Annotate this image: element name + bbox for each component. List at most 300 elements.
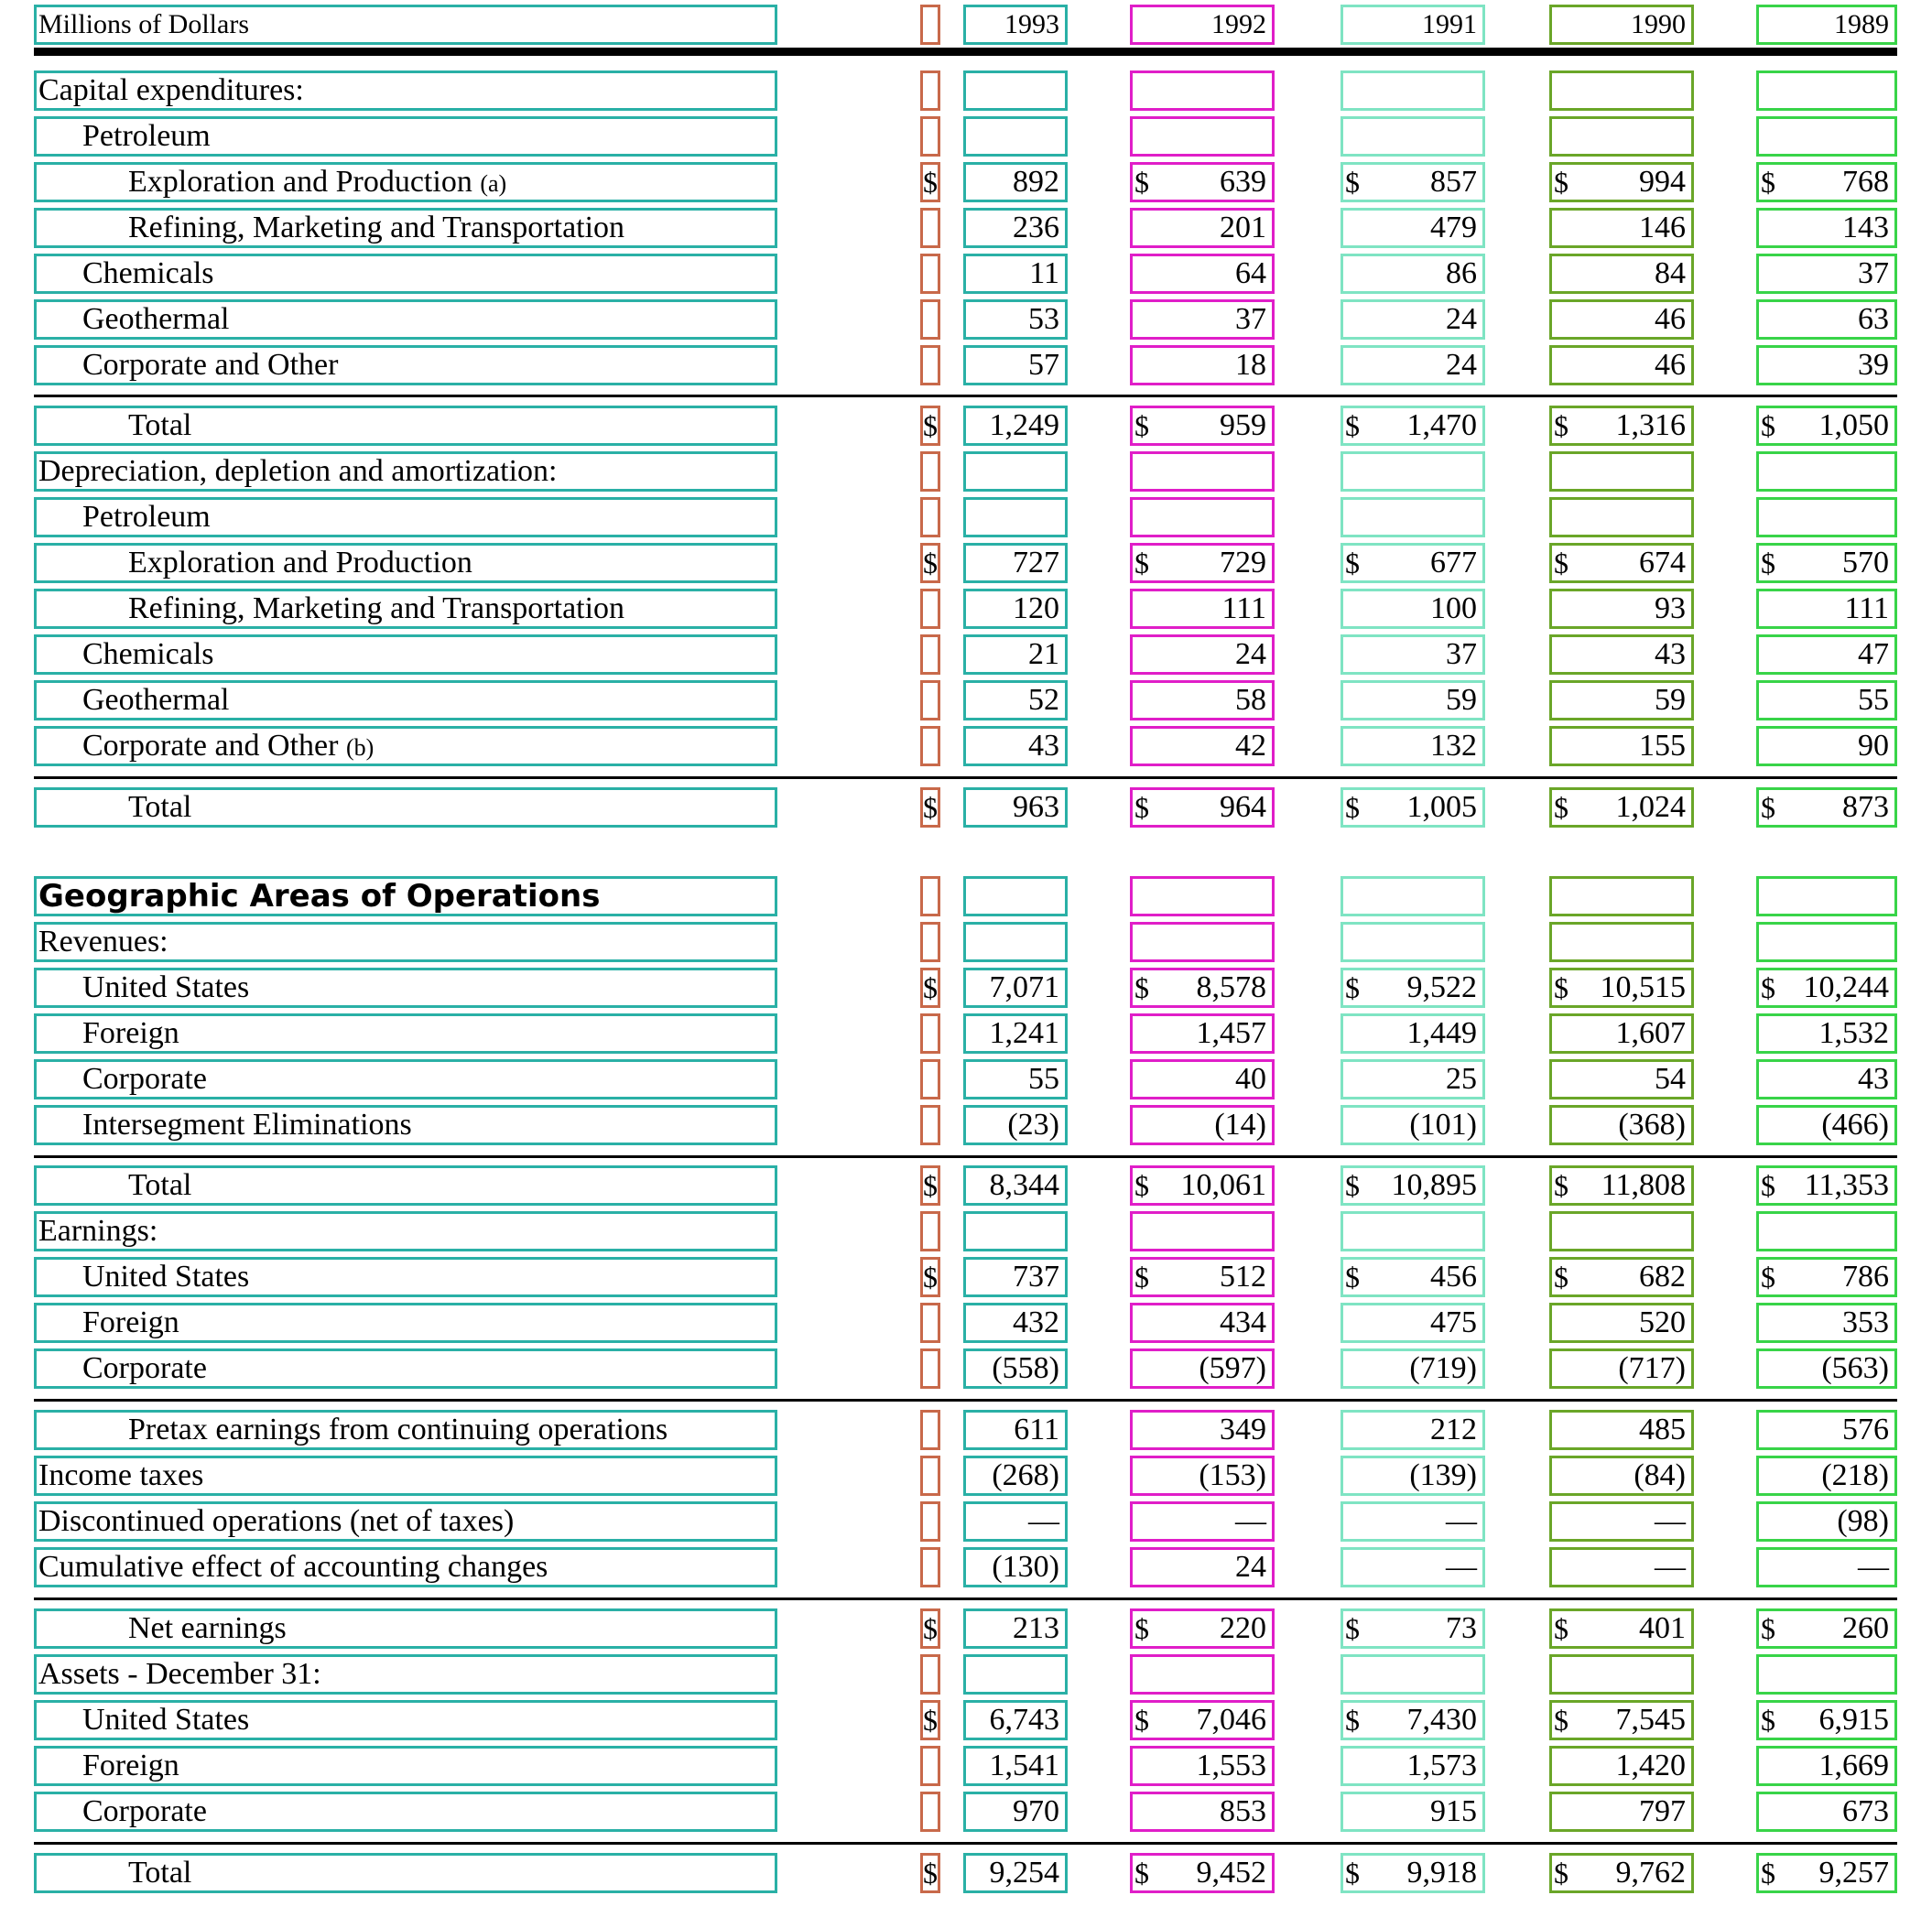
value-text: 46 xyxy=(1655,348,1686,382)
value-cell-1990 xyxy=(1549,726,1694,766)
value-cell-1990 xyxy=(1549,162,1694,202)
value-cell-1991 xyxy=(1340,1211,1485,1251)
value-cell-1993 xyxy=(963,1105,1068,1145)
table-row xyxy=(0,538,1932,588)
value-cell-1990 xyxy=(1549,497,1694,537)
dollar-sign: $ xyxy=(1345,1857,1360,1890)
value-text: 260 xyxy=(1842,1611,1889,1645)
value-cell-1992 xyxy=(1130,497,1275,537)
value-cell-1993 xyxy=(963,922,1068,962)
table-row xyxy=(0,917,1932,967)
value-cell-1990 xyxy=(1549,208,1694,248)
row-label xyxy=(34,1547,777,1587)
value-cell-1991 xyxy=(1340,589,1485,629)
value-cell-1989 xyxy=(1756,922,1897,962)
value-cell-1989 xyxy=(1756,1547,1897,1587)
row-label xyxy=(34,254,777,294)
currency-cell xyxy=(920,1853,940,1893)
currency-cell xyxy=(920,1059,940,1099)
currency-cell xyxy=(920,1547,940,1587)
value-cell-1992 xyxy=(1130,162,1275,202)
year-header-1992: 1992 xyxy=(1130,5,1275,45)
row-label xyxy=(34,1700,777,1740)
row-label-text: Foreign xyxy=(82,1749,179,1782)
value-cell-1991 xyxy=(1340,1608,1485,1649)
value-text: 512 xyxy=(1220,1260,1266,1294)
value-text: 853 xyxy=(1220,1794,1266,1828)
value-text: 576 xyxy=(1842,1413,1889,1446)
value-cell-1991 xyxy=(1340,1654,1485,1695)
value-text: 1,470 xyxy=(1406,408,1477,442)
value-cell-1989 xyxy=(1756,787,1897,828)
value-text: 63 xyxy=(1858,302,1889,336)
value-cell-1993 xyxy=(963,254,1068,294)
row-divider xyxy=(34,1842,1897,1845)
value-text: 797 xyxy=(1639,1794,1686,1828)
row-divider xyxy=(34,395,1897,397)
value-text: 639 xyxy=(1220,165,1266,199)
value-cell-1991 xyxy=(1340,1059,1485,1099)
row-label xyxy=(34,116,777,157)
value-text: 994 xyxy=(1639,165,1686,199)
value-text: 21 xyxy=(1028,637,1059,671)
value-cell-1989 xyxy=(1756,497,1897,537)
value-cell-1993 xyxy=(963,876,1068,916)
dollar-sign: $ xyxy=(1345,1169,1360,1202)
value-cell-1989 xyxy=(1756,345,1897,385)
value-cell-1989 xyxy=(1756,680,1897,720)
value-text: 959 xyxy=(1220,408,1266,442)
value-cell-1992 xyxy=(1130,543,1275,583)
currency-cell xyxy=(920,1303,940,1343)
value-text: 9,254 xyxy=(989,1856,1059,1890)
value-cell-1992 xyxy=(1130,1853,1275,1893)
dollar-sign: $ xyxy=(1345,791,1360,824)
header-row xyxy=(0,0,1932,49)
row-label xyxy=(34,634,777,675)
dollar-sign: $ xyxy=(1345,547,1360,579)
value-cell-1989 xyxy=(1756,1257,1897,1297)
table-row xyxy=(0,721,1932,771)
dollar-sign: $ xyxy=(1134,1857,1149,1890)
value-cell-1989 xyxy=(1756,1700,1897,1740)
value-text: 220 xyxy=(1220,1611,1266,1645)
value-text: 37 xyxy=(1235,302,1266,336)
value-cell-1990 xyxy=(1549,1654,1694,1695)
row-label xyxy=(34,680,777,720)
value-cell-1993 xyxy=(963,1059,1068,1099)
row-label-text: Petroleum xyxy=(82,119,211,153)
row-label xyxy=(34,1608,777,1649)
dollar-sign: $ xyxy=(923,1704,938,1737)
value-cell-1990 xyxy=(1549,1059,1694,1099)
value-cell-1990 xyxy=(1549,1746,1694,1786)
value-cell-1992 xyxy=(1130,787,1275,828)
dollar-sign: $ xyxy=(923,409,938,442)
value-cell-1989 xyxy=(1756,876,1897,916)
value-text: 55 xyxy=(1858,683,1889,717)
value-text: 915 xyxy=(1430,1794,1477,1828)
value-text: 10,515 xyxy=(1600,970,1686,1004)
value-cell-1993 xyxy=(963,1456,1068,1496)
value-text: 46 xyxy=(1655,302,1686,336)
row-label xyxy=(34,589,777,629)
currency-cell xyxy=(920,208,940,248)
value-text: 674 xyxy=(1639,546,1686,579)
value-text: 52 xyxy=(1028,683,1059,717)
dollar-sign: $ xyxy=(1761,1169,1775,1202)
value-text: 892 xyxy=(1013,165,1059,199)
currency-cell xyxy=(920,406,940,446)
footnote-marker: (a) xyxy=(480,170,507,197)
value-cell-1989 xyxy=(1756,254,1897,294)
value-cell-1991 xyxy=(1340,451,1485,492)
value-cell-1993 xyxy=(963,1257,1068,1297)
value-cell-1989 xyxy=(1756,406,1897,446)
value-text: 37 xyxy=(1858,256,1889,290)
dollar-sign: $ xyxy=(1761,1612,1775,1645)
row-label-text: Foreign xyxy=(82,1016,179,1050)
value-text: (139) xyxy=(1409,1458,1477,1492)
value-text: (130) xyxy=(992,1550,1059,1584)
value-text: 42 xyxy=(1235,729,1266,763)
value-cell-1991 xyxy=(1340,876,1485,916)
row-label xyxy=(34,1211,777,1251)
row-label xyxy=(34,1853,777,1893)
value-cell-1993 xyxy=(963,787,1068,828)
value-text: 1,316 xyxy=(1615,408,1686,442)
dollar-sign: $ xyxy=(1134,1261,1149,1294)
value-cell-1993 xyxy=(963,116,1068,157)
year-header-1993: 1993 xyxy=(963,5,1068,45)
row-label-text: Corporate xyxy=(82,1062,207,1096)
value-text: 1,532 xyxy=(1818,1016,1889,1050)
row-label xyxy=(34,1654,777,1695)
value-text: 10,244 xyxy=(1803,970,1889,1004)
value-cell-1989 xyxy=(1756,726,1897,766)
currency-cell xyxy=(920,345,940,385)
currency-cell xyxy=(920,876,940,916)
value-cell-1992 xyxy=(1130,451,1275,492)
value-cell-1992 xyxy=(1130,1165,1275,1206)
value-text: 1,669 xyxy=(1818,1749,1889,1782)
value-text: (368) xyxy=(1618,1108,1686,1142)
value-text: 54 xyxy=(1655,1062,1686,1096)
row-label-text: Corporate xyxy=(82,1351,207,1385)
value-cell-1992 xyxy=(1130,1013,1275,1054)
row-label xyxy=(34,1456,777,1496)
value-text: 7,071 xyxy=(989,970,1059,1004)
row-label xyxy=(34,787,777,828)
table-row xyxy=(0,112,1932,161)
value-text: 100 xyxy=(1430,591,1477,625)
row-label xyxy=(34,922,777,962)
table-row xyxy=(0,203,1932,253)
currency-cell xyxy=(920,1348,940,1389)
dollar-sign: $ xyxy=(1134,791,1149,824)
dollar-sign: $ xyxy=(1134,971,1149,1004)
value-text: 25 xyxy=(1446,1062,1477,1096)
value-cell-1992 xyxy=(1130,1348,1275,1389)
value-cell-1990 xyxy=(1549,406,1694,446)
table-row xyxy=(0,1009,1932,1058)
value-text: (466) xyxy=(1821,1108,1889,1142)
value-cell-1991 xyxy=(1340,1456,1485,1496)
value-text: 611 xyxy=(1014,1413,1059,1446)
value-text: 59 xyxy=(1446,683,1477,717)
value-cell-1989 xyxy=(1756,634,1897,675)
table-row xyxy=(0,1451,1932,1500)
currency-column-header xyxy=(920,5,940,45)
value-cell-1991 xyxy=(1340,345,1485,385)
currency-cell xyxy=(920,116,940,157)
row-label-text: Assets - December 31: xyxy=(38,1657,321,1691)
table-row xyxy=(0,1252,1932,1302)
currency-cell xyxy=(920,726,940,766)
value-cell-1990 xyxy=(1549,1410,1694,1450)
value-cell-1992 xyxy=(1130,1792,1275,1832)
currency-cell xyxy=(920,299,940,340)
value-cell-1990 xyxy=(1549,787,1694,828)
value-cell-1992 xyxy=(1130,1746,1275,1786)
value-text: 40 xyxy=(1235,1062,1266,1096)
table-row xyxy=(0,493,1932,542)
row-label-text: Petroleum xyxy=(82,500,211,534)
value-text: 485 xyxy=(1639,1413,1686,1446)
table-row xyxy=(0,1695,1932,1745)
row-label xyxy=(34,1792,777,1832)
row-label-text: Refining, Marketing and Transportation xyxy=(128,591,625,625)
value-cell-1991 xyxy=(1340,1303,1485,1343)
dollar-sign: $ xyxy=(1761,1261,1775,1294)
value-cell-1991 xyxy=(1340,543,1485,583)
value-text: (218) xyxy=(1821,1458,1889,1492)
value-text: 857 xyxy=(1430,165,1477,199)
currency-cell xyxy=(920,254,940,294)
value-text: 43 xyxy=(1858,1062,1889,1096)
currency-cell xyxy=(920,680,940,720)
dollar-sign: $ xyxy=(1761,547,1775,579)
row-label-text: Foreign xyxy=(82,1305,179,1339)
value-cell-1992 xyxy=(1130,876,1275,916)
currency-cell xyxy=(920,543,940,583)
row-divider xyxy=(34,1598,1897,1600)
value-text: (717) xyxy=(1618,1351,1686,1385)
table-row xyxy=(0,157,1932,207)
value-text: (597) xyxy=(1199,1351,1266,1385)
value-cell-1992 xyxy=(1130,680,1275,720)
row-label-text: Exploration and Production xyxy=(128,546,472,579)
currency-cell xyxy=(920,1456,940,1496)
row-label-text: Corporate xyxy=(82,1794,207,1828)
currency-cell xyxy=(920,1165,940,1206)
value-cell-1993 xyxy=(963,1853,1068,1893)
value-cell-1993 xyxy=(963,345,1068,385)
value-cell-1992 xyxy=(1130,1211,1275,1251)
dollar-sign: $ xyxy=(923,547,938,579)
value-cell-1993 xyxy=(963,1348,1068,1389)
value-text: 155 xyxy=(1639,729,1686,763)
currency-cell xyxy=(920,922,940,962)
value-cell-1991 xyxy=(1340,726,1485,766)
year-header-1989: 1989 xyxy=(1756,5,1897,45)
value-text: 11,808 xyxy=(1601,1168,1686,1202)
value-cell-1992 xyxy=(1130,1608,1275,1649)
value-text: 143 xyxy=(1842,211,1889,244)
dollar-sign: $ xyxy=(1134,409,1149,442)
row-label-text: Depreciation, depletion and amortization: xyxy=(38,454,558,488)
row-label-text: United States xyxy=(82,1703,250,1737)
header-divider xyxy=(34,48,1897,56)
row-divider xyxy=(34,776,1897,779)
row-label xyxy=(34,497,777,537)
row-label-text: Corporate and Other xyxy=(82,348,339,382)
value-cell-1992 xyxy=(1130,299,1275,340)
value-text: 677 xyxy=(1430,546,1477,579)
currency-cell xyxy=(920,634,940,675)
value-cell-1990 xyxy=(1549,876,1694,916)
value-cell-1989 xyxy=(1756,1348,1897,1389)
value-cell-1992 xyxy=(1130,922,1275,962)
value-cell-1989 xyxy=(1756,1059,1897,1099)
row-label xyxy=(34,968,777,1008)
row-label xyxy=(34,345,777,385)
row-label xyxy=(34,1348,777,1389)
row-label xyxy=(34,1165,777,1206)
value-cell-1990 xyxy=(1549,589,1694,629)
value-text: 132 xyxy=(1430,729,1477,763)
value-text: 479 xyxy=(1430,211,1477,244)
value-text: 8,578 xyxy=(1196,970,1266,1004)
dollar-sign: $ xyxy=(1554,1169,1568,1202)
value-text: 111 xyxy=(1844,591,1889,625)
value-cell-1992 xyxy=(1130,1410,1275,1450)
value-cell-1993 xyxy=(963,1410,1068,1450)
value-text: 401 xyxy=(1639,1611,1686,1645)
value-text: 353 xyxy=(1842,1305,1889,1339)
value-text: 520 xyxy=(1639,1305,1686,1339)
value-cell-1991 xyxy=(1340,1410,1485,1450)
row-label xyxy=(34,1746,777,1786)
value-text: 1,024 xyxy=(1615,790,1686,824)
value-text: 1,449 xyxy=(1406,1016,1477,1050)
currency-cell xyxy=(920,1654,940,1695)
value-text: (84) xyxy=(1634,1458,1686,1492)
value-cell-1992 xyxy=(1130,406,1275,446)
value-text: 727 xyxy=(1013,546,1059,579)
row-label xyxy=(34,162,777,202)
row-label xyxy=(34,1303,777,1343)
value-cell-1989 xyxy=(1756,1746,1897,1786)
row-label-text: United States xyxy=(82,1260,250,1294)
row-label-text: Refining, Marketing and Transportation xyxy=(128,211,625,244)
dollar-sign: $ xyxy=(1134,166,1149,199)
value-text: 737 xyxy=(1013,1260,1059,1294)
table-row xyxy=(0,1848,1932,1898)
table-row xyxy=(0,1497,1932,1546)
table-row xyxy=(0,341,1932,390)
value-text: 11,353 xyxy=(1804,1168,1889,1202)
value-cell-1989 xyxy=(1756,1211,1897,1251)
value-text: (153) xyxy=(1199,1458,1266,1492)
table-row xyxy=(0,1344,1932,1393)
dollar-sign: $ xyxy=(1345,1261,1360,1294)
dollar-sign: $ xyxy=(923,1857,938,1890)
table-row xyxy=(0,1604,1932,1653)
value-cell-1989 xyxy=(1756,1410,1897,1450)
table-row xyxy=(0,295,1932,344)
value-text: 93 xyxy=(1655,591,1686,625)
value-cell-1993 xyxy=(963,1211,1068,1251)
value-cell-1990 xyxy=(1549,543,1694,583)
row-label-text: Total xyxy=(128,790,192,824)
dollar-sign: $ xyxy=(1761,409,1775,442)
currency-cell xyxy=(920,1105,940,1145)
value-text: (563) xyxy=(1821,1351,1889,1385)
value-cell-1990 xyxy=(1549,345,1694,385)
value-cell-1993 xyxy=(963,1165,1068,1206)
value-text: 9,762 xyxy=(1615,1856,1686,1890)
value-text: 786 xyxy=(1842,1260,1889,1294)
value-text: 9,452 xyxy=(1196,1856,1266,1890)
value-cell-1992 xyxy=(1130,1059,1275,1099)
value-text: 90 xyxy=(1858,729,1889,763)
value-cell-1993 xyxy=(963,1303,1068,1343)
dollar-sign: $ xyxy=(1761,791,1775,824)
value-text: (98) xyxy=(1837,1504,1889,1538)
value-cell-1990 xyxy=(1549,1013,1694,1054)
row-label-text: Pretax earnings from continuing operations xyxy=(128,1413,668,1446)
value-cell-1989 xyxy=(1756,543,1897,583)
value-cell-1993 xyxy=(963,1547,1068,1587)
value-text: 213 xyxy=(1013,1611,1059,1645)
value-cell-1989 xyxy=(1756,1105,1897,1145)
value-cell-1991 xyxy=(1340,1165,1485,1206)
dollar-sign: $ xyxy=(1345,1704,1360,1737)
value-cell-1990 xyxy=(1549,116,1694,157)
value-cell-1990 xyxy=(1549,1547,1694,1587)
value-text: 1,607 xyxy=(1615,1016,1686,1050)
value-cell-1993 xyxy=(963,1501,1068,1542)
value-text: 475 xyxy=(1430,1305,1477,1339)
dollar-sign: $ xyxy=(1554,1612,1568,1645)
row-label xyxy=(34,406,777,446)
value-cell-1993 xyxy=(963,1746,1068,1786)
value-text: 212 xyxy=(1430,1413,1477,1446)
value-text: 1,573 xyxy=(1406,1749,1477,1782)
value-text: — xyxy=(1446,1504,1477,1538)
value-cell-1990 xyxy=(1549,1792,1694,1832)
value-text: 236 xyxy=(1013,211,1059,244)
value-cell-1993 xyxy=(963,1700,1068,1740)
row-label-text: Geothermal xyxy=(82,683,230,717)
value-cell-1989 xyxy=(1756,1456,1897,1496)
value-cell-1990 xyxy=(1549,254,1694,294)
value-text: (101) xyxy=(1409,1108,1477,1142)
dollar-sign: $ xyxy=(923,1169,938,1202)
value-cell-1991 xyxy=(1340,1547,1485,1587)
value-cell-1991 xyxy=(1340,634,1485,675)
value-text: 1,420 xyxy=(1615,1749,1686,1782)
value-text: — xyxy=(1235,1504,1266,1538)
dollar-sign: $ xyxy=(1345,409,1360,442)
value-cell-1992 xyxy=(1130,1303,1275,1343)
value-text: (23) xyxy=(1007,1108,1059,1142)
value-cell-1993 xyxy=(963,543,1068,583)
value-text: 84 xyxy=(1655,256,1686,290)
value-cell-1991 xyxy=(1340,1792,1485,1832)
value-cell-1993 xyxy=(963,1792,1068,1832)
